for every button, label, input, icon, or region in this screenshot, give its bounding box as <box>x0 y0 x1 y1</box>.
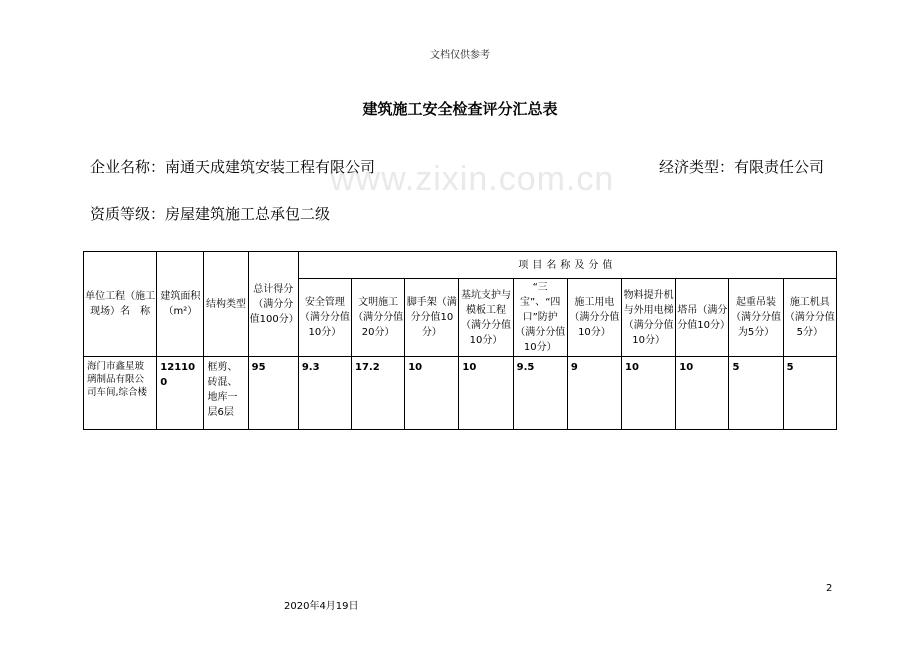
cell-score: 9.3 <box>298 357 351 430</box>
cell-score: 10 <box>676 357 729 430</box>
page-number: 2 <box>826 583 833 594</box>
cell-score: 9.5 <box>513 357 567 430</box>
watermark: www.zixin.com.cn <box>330 160 615 198</box>
header-structure: 结构类型 <box>204 252 248 357</box>
cell-structure: 框剪、砖混、地库一层6层 <box>204 357 248 430</box>
header-group: 项目名称及分值 <box>298 252 836 279</box>
qualification-value: 房屋建筑施工总承包二级 <box>165 205 331 223</box>
subheader-safety-management: 安全管理（满分分值10分） <box>298 279 351 357</box>
score-table <box>83 251 837 430</box>
qualification-info <box>90 203 330 224</box>
subheader-lifting: 起重吊装（满分分值为5分） <box>729 279 783 357</box>
company-info <box>90 156 375 177</box>
subheader-hoist-elevator: 物料提升机与外用电梯（满分分值10分） <box>622 279 676 357</box>
subheader-protection: “三宝”、“四口”防护（满分分值10分） <box>513 279 567 357</box>
footer-date: 2020年4月19日 <box>284 601 359 612</box>
subheader-foundation-formwork: 基坑支护与模板工程（满分分值10分） <box>459 279 513 357</box>
cell-score: 10 <box>459 357 513 430</box>
subheader-tower-crane: 塔吊（满分分值10分） <box>676 279 729 357</box>
header-note: 文档仅供参考 <box>430 50 490 61</box>
cell-unit: 海门市鑫星玻璃制品有限公司车间,综合楼 <box>84 357 157 430</box>
cell-total: 95 <box>248 357 298 430</box>
header-unit: 单位工程（施工现场）名 称 <box>84 252 157 357</box>
cell-score: 17.2 <box>352 357 405 430</box>
cell-score: 5 <box>783 357 836 430</box>
header-total: 总计得分（满分分值100分） <box>248 252 298 357</box>
subheader-scaffold: 脚手架（满分分值10分） <box>405 279 459 357</box>
cell-score: 9 <box>567 357 621 430</box>
company-value: 南通天成建筑安装工程有限公司 <box>165 158 376 176</box>
cell-score: 10 <box>622 357 676 430</box>
economy-label: 经济类型： <box>659 158 735 176</box>
header-area: 建筑面积（m²） <box>157 252 204 357</box>
subheader-machinery: 施工机具（满分分值5分） <box>783 279 836 357</box>
subheader-electricity: 施工用电（满分分值10分） <box>567 279 621 357</box>
cell-score: 10 <box>405 357 459 430</box>
page-title: 建筑施工安全检查评分汇总表 <box>362 100 558 118</box>
table-row <box>84 357 837 430</box>
cell-area: 121100 <box>157 357 204 430</box>
company-label: 企业名称： <box>90 158 166 176</box>
economy-value: 有限责任公司 <box>734 158 825 176</box>
subheader-civilized-construction: 文明施工（满分分值20分） <box>352 279 405 357</box>
economy-info <box>659 156 824 177</box>
qualification-label: 资质等级： <box>90 205 166 223</box>
cell-score: 5 <box>729 357 783 430</box>
